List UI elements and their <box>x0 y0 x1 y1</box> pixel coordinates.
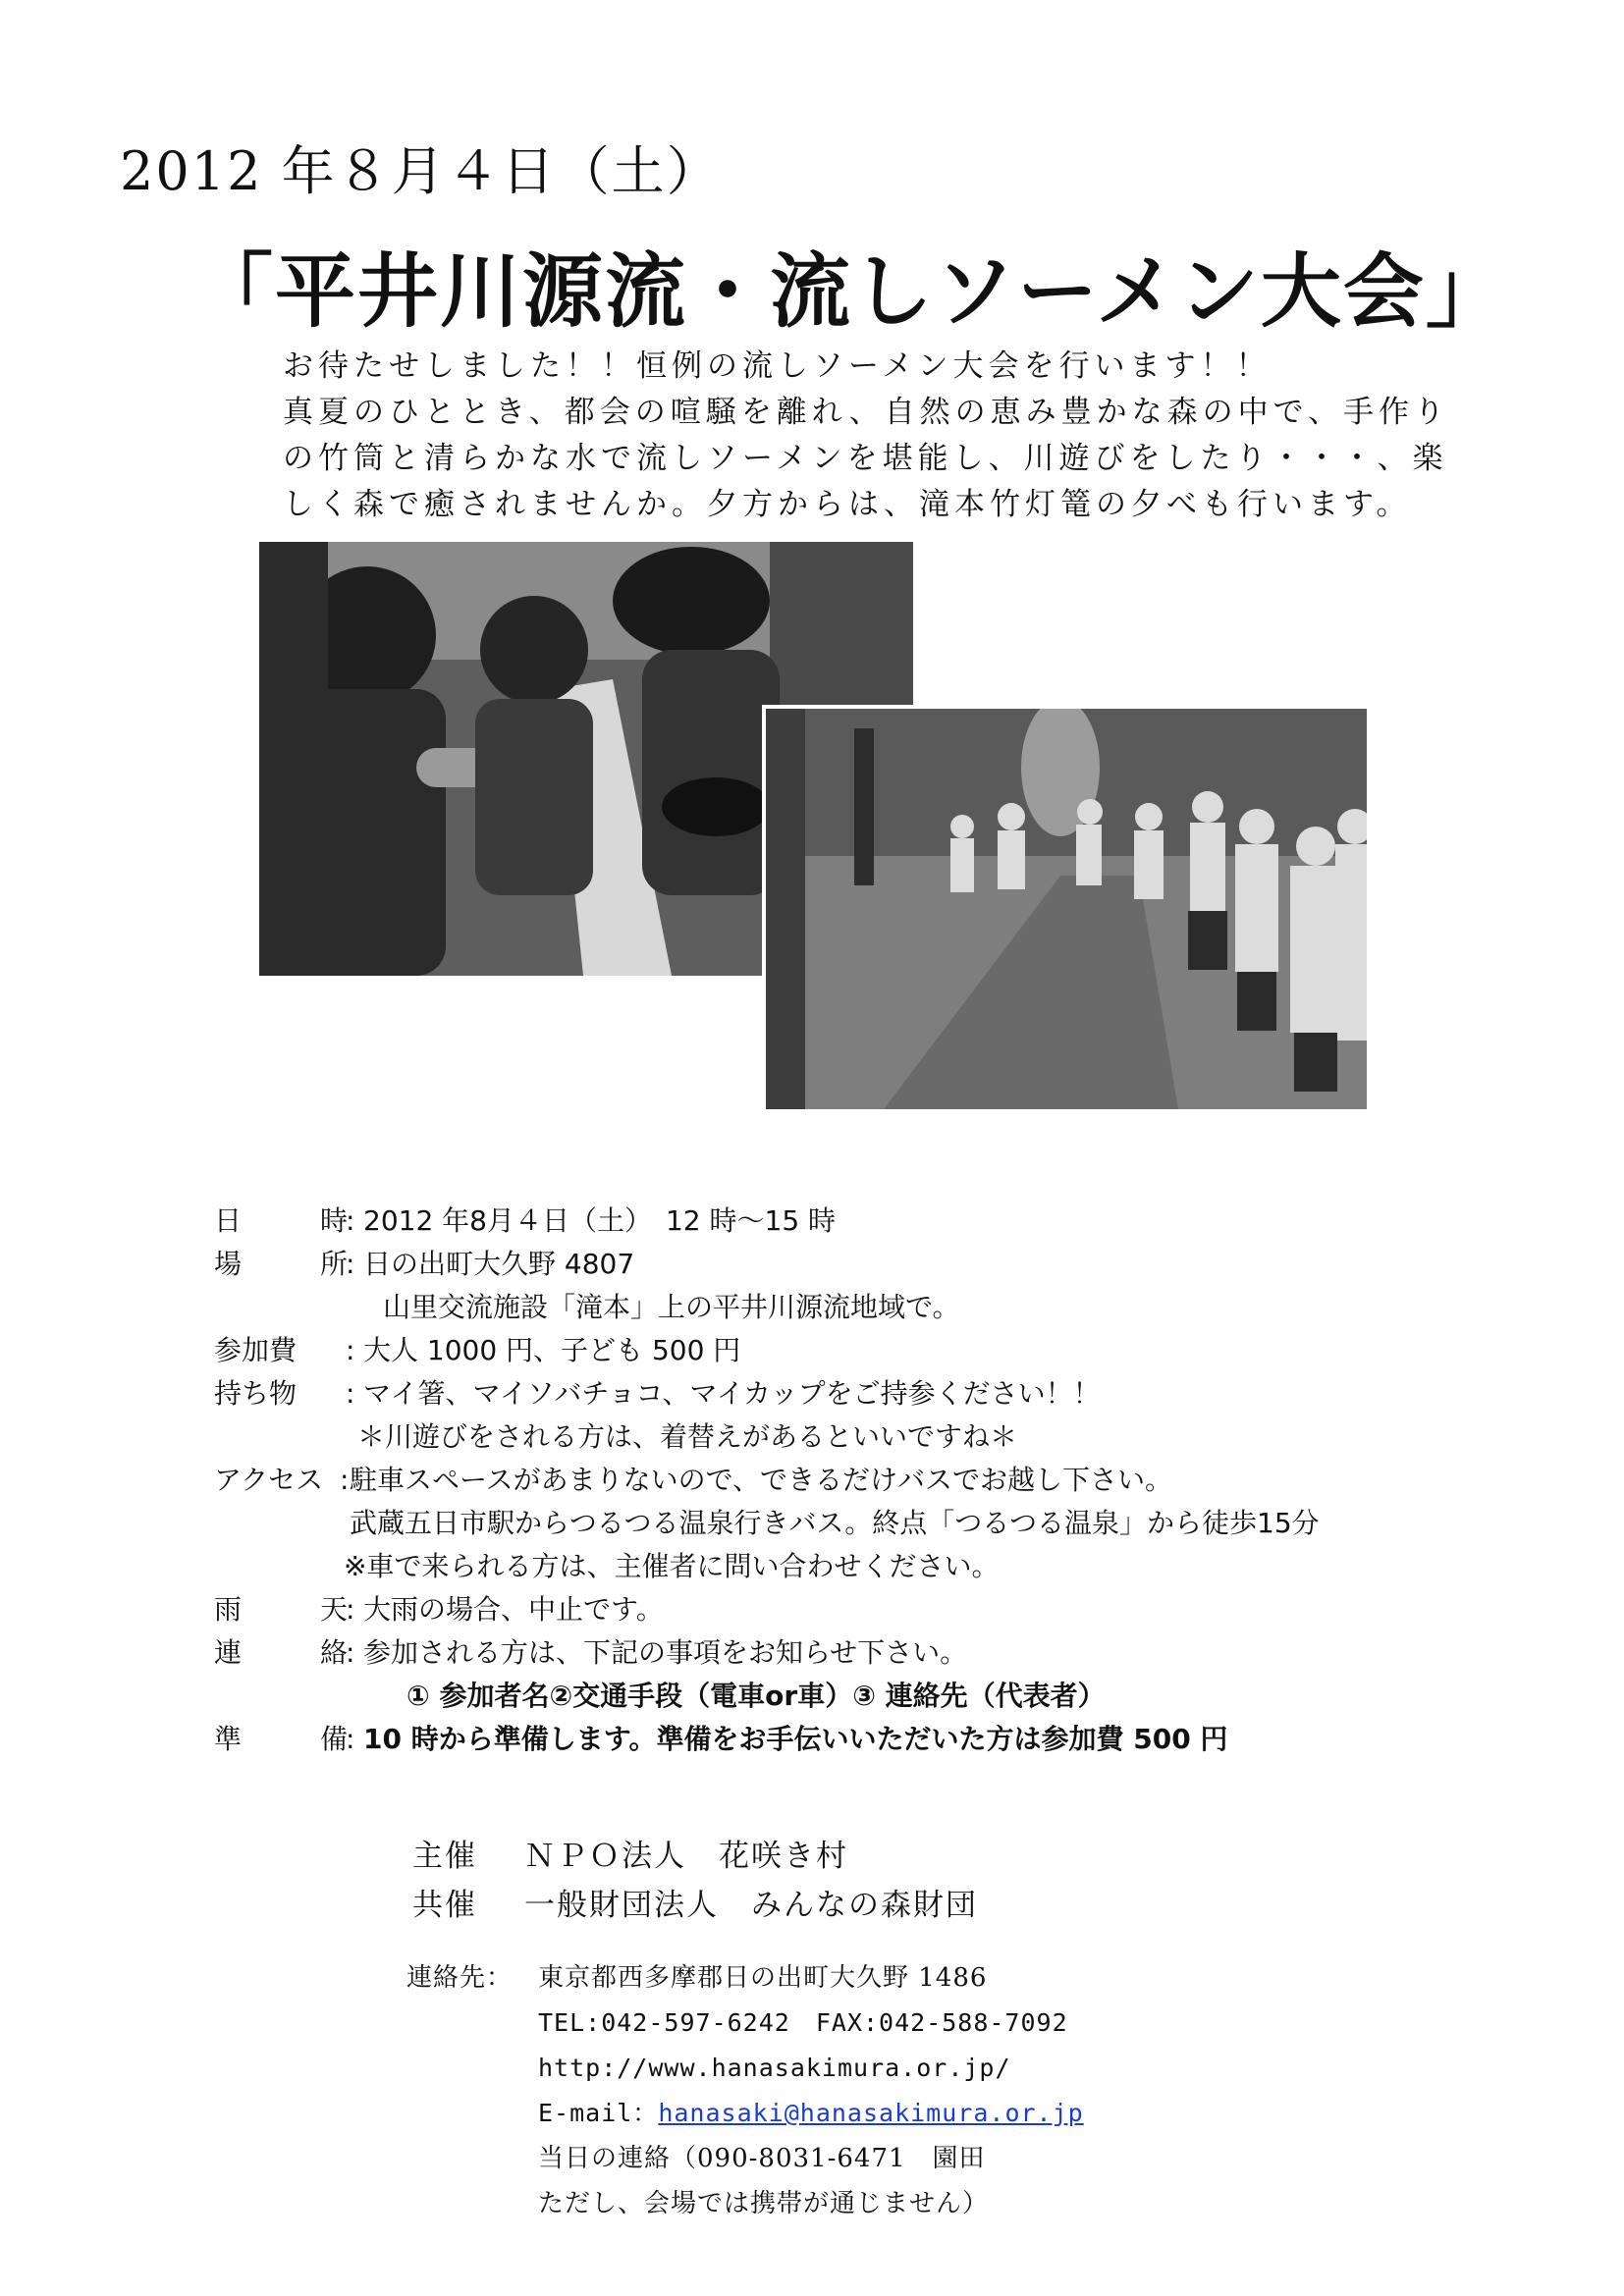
event-date-heading: 2012 年８月４日（土） <box>120 140 722 202</box>
cohost-row <box>412 1881 978 1930</box>
organizers <box>412 1832 978 1930</box>
detail-value: 山里交流施設「滝本」上の平井川源流地域で。 <box>383 1291 960 1323</box>
detail-value: 駐車スペースがあまりないので、できるだけバスでお越し下さい。 <box>350 1464 1173 1496</box>
detail-label: 準 備 <box>214 1723 348 1755</box>
contact-address: 東京都西多摩郡日の出町大久野 1486 <box>538 1963 988 1993</box>
detail-row-place-cont <box>214 1286 1490 1329</box>
detail-value: 大雨の場合、中止です。 <box>363 1593 664 1626</box>
intro-line: 真夏のひととき、都会の喧騒を離れ、自然の恵み豊かな森の中で、手作り <box>283 395 1449 430</box>
detail-label: 参加費 <box>214 1334 298 1366</box>
detail-value: 2012 年8月４日（土） 12 時～15 時 <box>363 1204 837 1237</box>
detail-value: マイ箸、マイソバチョコ、マイカップをご持参ください！！ <box>363 1377 1101 1410</box>
detail-label: アクセス <box>214 1464 324 1496</box>
contact-url[interactable]: http://www.hanasakimura.or.jp/ <box>538 2054 1011 2082</box>
detail-row-contact-cont <box>214 1675 1490 1718</box>
detail-row-access: アクセス : 駐車スペースがあまりないので、できるだけバスでお越し下さい。 <box>214 1459 1490 1502</box>
photo-crowd-forest-path <box>762 705 1367 1109</box>
contact-tel-fax: TEL:042-597-6242 FAX:042-588-7092 <box>538 2008 1068 2037</box>
detail-label: 持ち物 <box>214 1377 298 1410</box>
detail-row-prep: 準 備 : 10 時から準備します。準備をお手伝いいただいた方は参加費 500 円 <box>214 1718 1490 1761</box>
detail-row-access-cont <box>214 1502 1490 1545</box>
contact-note: ただし、会場では携帯が通じません） <box>538 2189 990 2218</box>
day-contact: 当日の連絡（090-8031-6471 園田 <box>538 2144 986 2173</box>
detail-row-access-note <box>214 1545 1490 1588</box>
detail-row-items-cont <box>214 1415 1490 1459</box>
host-name: ＮＰＯ法人 花咲き村 <box>524 1839 848 1874</box>
detail-row-rain: 雨 天 : 大雨の場合、中止です。 <box>214 1588 1490 1631</box>
detail-row-items: 持ち物 : マイ箸、マイソバチョコ、マイカップをご持参ください！！ <box>214 1372 1490 1415</box>
intro-paragraph <box>283 344 1449 528</box>
event-details <box>214 1200 1490 1761</box>
detail-value: 日の出町大久野 4807 <box>363 1248 635 1280</box>
cohost-label: 共催 <box>412 1888 477 1923</box>
email-label: E-mail： <box>538 2099 659 2127</box>
detail-value: ＊川遊びをされる方は、着替えがあるといいですね＊ <box>357 1420 1018 1453</box>
detail-row-contact: 連 絡 : 参加される方は、下記の事項をお知らせ下さい。 <box>214 1631 1490 1675</box>
detail-value: ① 参加者名②交通手段（電車or車）③ 連絡先（代表者） <box>406 1680 1106 1712</box>
intro-line: しく森で癒されませんか。夕方からは、滝本竹灯篭の夕べも行います。 <box>283 487 1412 522</box>
intro-line: の竹筒と清らかな水で流しソーメンを堪能し、川遊びをしたり・・・、楽 <box>283 441 1448 476</box>
contact-label: 連絡先： <box>406 1963 514 1993</box>
detail-label: 雨 天 <box>214 1593 348 1626</box>
host-label: 主催 <box>412 1839 477 1874</box>
detail-value: ※車で来られる方は、主催者に問い合わせください。 <box>344 1550 1000 1582</box>
detail-row-fee: 参加費 : 大人 1000 円、子ども 500 円 <box>214 1329 1490 1372</box>
intro-line: お待たせしました！！恒例の流しソーメン大会を行います！！ <box>283 348 1272 384</box>
detail-row-place: 場 所 : 日の出町大久野 4807 <box>214 1243 1490 1286</box>
detail-value: 10 時から準備します。準備をお手伝いいただいた方は参加費 500 円 <box>363 1723 1228 1755</box>
detail-value: 武蔵五日市駅からつるつる温泉行きバス。終点「つるつる温泉」から徒歩15分 <box>350 1507 1320 1539</box>
detail-label: 場 所 <box>214 1248 348 1280</box>
email-link[interactable]: hanasaki@hanasakimura.or.jp <box>658 2099 1084 2127</box>
detail-label: 連 絡 <box>214 1636 348 1669</box>
detail-label: 日 時 <box>214 1204 348 1237</box>
detail-row-datetime: 日 時 : 2012 年8月４日（土） 12 時～15 時 <box>214 1200 1490 1243</box>
host-row <box>412 1832 978 1881</box>
cohost-name: 一般財団法人 みんなの森財団 <box>524 1888 978 1923</box>
detail-value: 大人 1000 円、子ども 500 円 <box>363 1334 741 1366</box>
event-title: 「平井川源流・流しソーメン大会」 <box>192 244 1508 339</box>
detail-value: 参加される方は、下記の事項をお知らせ下さい。 <box>363 1636 968 1669</box>
